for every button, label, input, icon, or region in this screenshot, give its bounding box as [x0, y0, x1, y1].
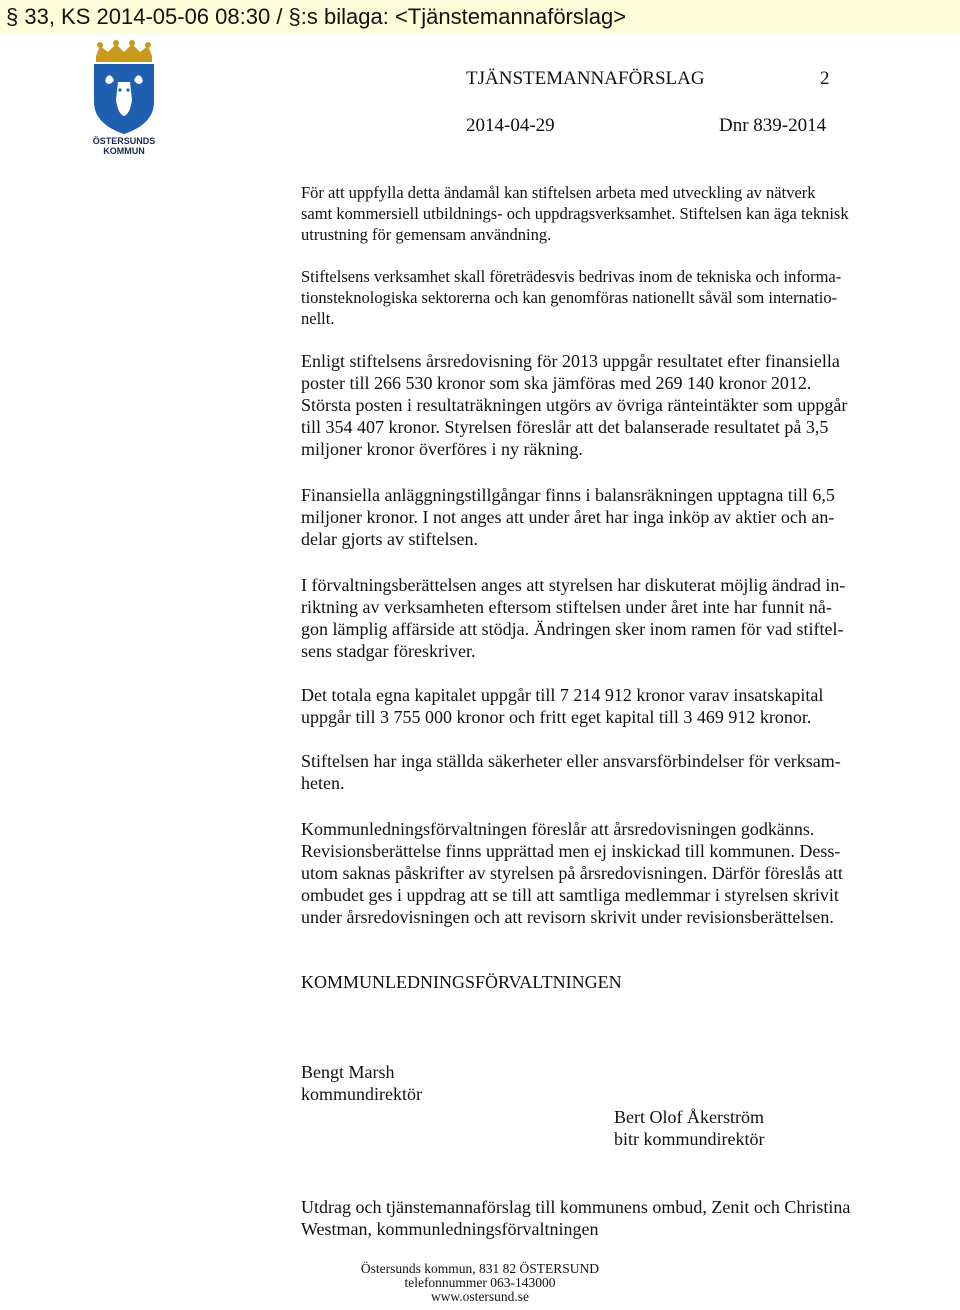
logo-text-line1: ÖSTERSUNDS — [92, 136, 156, 146]
footer-address: Östersunds kommun, 831 82 ÖSTERSUND — [360, 1261, 600, 1276]
agenda-header-text: § 33, KS 2014-05-06 08:30 / §:s bilaga: <Tjänstemannaförslag> — [6, 4, 627, 29]
logo-text-line2: KOMMUN — [103, 146, 145, 156]
signatory-name: Bengt Marsh — [301, 1062, 395, 1082]
distribution-list: Utdrag och tjänstemannaförslag till kommunens ombud, Zenit och Christina Westman, kommunledningsförvaltningen — [301, 1197, 851, 1239]
footer-phone: telefonnummer 063-143000 — [404, 1275, 556, 1290]
paragraph-recommendation: Kommunledningsförvaltningen föreslår att årsredovisningen godkänns. Revisionsberättelse finns upprättad men ej inskickad till kommunen. Dess- utom saknas påskrifter av styrelsen på årsredovisningen. Därför föreslås att ombudet ges i uppdrag att se till att samtliga medlemmar i styrelsen skrivit under årsredovisningen och att revisorn skrivit under revisionsberättelsen. — [301, 819, 843, 927]
signatory-title: bitr kommundirektör — [614, 1129, 765, 1149]
paragraph-financial-assets: Finansiella anläggningstillgångar finns i balansräkningen upptagna till 6,5 miljoner kronor. I not anges att under året har inga inköp av aktier och an- delar gjorts av stiftelsen. — [301, 485, 835, 549]
paragraph-management-report: I förvaltningsberättelsen anges att styrelsen har diskuterat möjlig ändrad in- riktning av verksamheten eftersom stiftelsen under året inte har funnit nå- gon lämplig affärside att stödja. Ändringen sker inom ramen för vad stiftel- sens stadgar föreskriver. — [301, 575, 846, 661]
signatory-title: kommundirektör — [301, 1084, 422, 1104]
reference-number: Dnr 839-2014 — [719, 115, 827, 136]
document-type: TJÄNSTEMANNAFÖRSLAG — [466, 68, 705, 89]
agenda-header-bar — [0, 0, 960, 34]
paragraph-equity: Det totala egna kapitalet uppgår till 7 214 912 kronor varav insatskapital uppgår till 3 755 000 kronor och fritt eget kapital till 3 469 912 kronor. — [301, 685, 824, 727]
municipality-logo — [84, 40, 164, 156]
signatory-name: Bert Olof Åkerström — [614, 1107, 764, 1127]
coat-of-arms-icon — [84, 40, 164, 150]
page-number: 2 — [820, 68, 830, 89]
paragraph-annual-report: Enligt stiftelsens årsredovisning för 2013 uppgår resultatet efter finansiella poster till 266 530 kronor som ska jämföras med 269 140 kronor 2012. Största posten i resultaträkningen utgörs av övriga ränteintäkter som uppgår till 354 407 kronor. Styrelsen föreslår att det balanserade resultatet på 3,5 miljoner kronor överföres i ny räkning. — [301, 351, 848, 459]
document-date: 2014-04-29 — [466, 115, 555, 136]
paragraph-securities: Stiftelsen har inga ställda säkerheter eller ansvarsförbindelser för verksam- heten. — [301, 751, 841, 793]
footer-website: www.ostersund.se — [430, 1289, 530, 1304]
department-name: KOMMUNLEDNINGSFÖRVALTNINGEN — [301, 972, 622, 992]
page-footer — [0, 1262, 960, 1304]
paragraph-operations: Stiftelsens verksamhet skall företrädesvis bedrivas inom de tekniska och informa- tionsteknologiska sektorerna och kan genomföras nationellt såväl som internatio- nellt. — [301, 267, 842, 328]
paragraph-purpose: För att uppfylla detta ändamål kan stiftelsen arbeta med utveckling av nätverk samt kommersiell utbildnings- och uppdragsverksamhet. Stiftelsen kan äga teknisk utrustning för gemensam användning. — [301, 183, 849, 244]
